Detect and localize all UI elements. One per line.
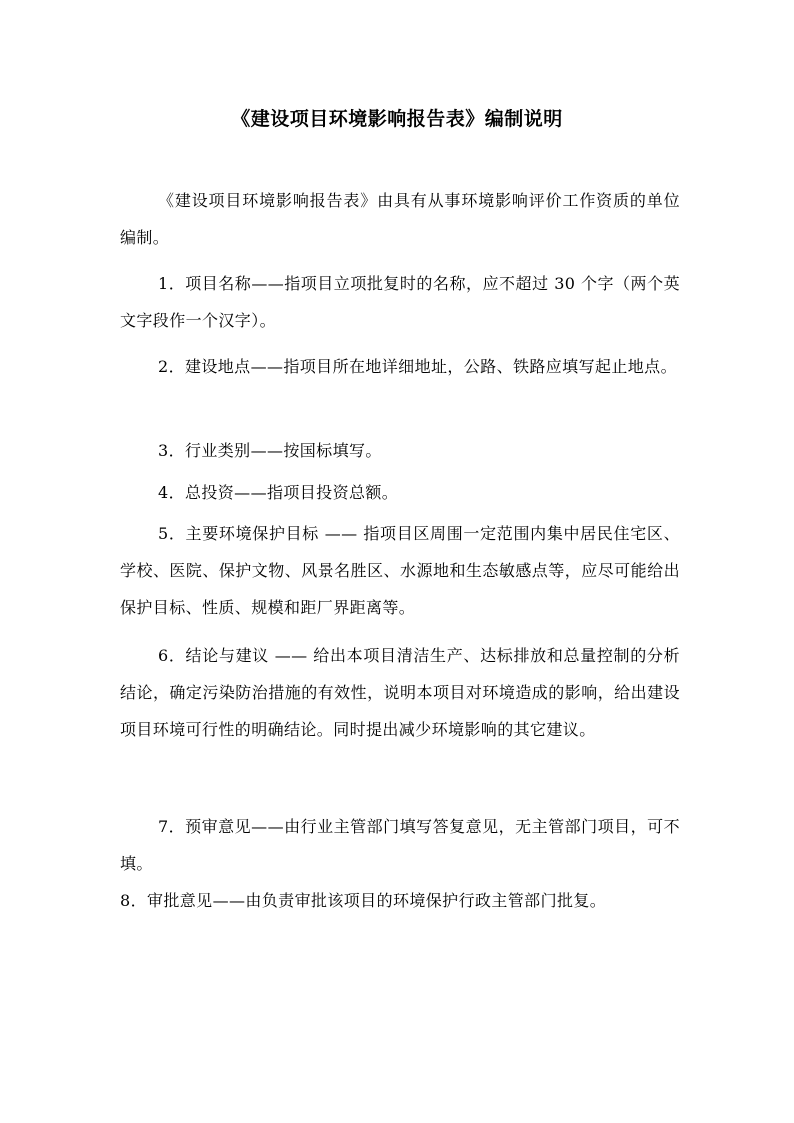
item-2-construction-site: 2．建设地点——指项目所在地详细地址，公路、铁路应填写起止地点。 — [158, 357, 677, 376]
item-5-protection-targets: 5．主要环境保护目标 —— 指项目区周围一定范围内集中居民住宅区、学校、医院、保护文物、风景名胜区、水源地和生态敏感点等，应尽可能给出保护目标、性质、规模和距厂界距离等。 — [120, 524, 680, 617]
page-title: 《建设项目环境影响报告表》编制说明 — [231, 108, 563, 130]
item-3-industry-category: 3．行业类别——按国标填写。 — [158, 441, 382, 460]
item-8-approval-opinion: 8．审批意见——由负责审批该项目的环境保护行政主管部门批复。 — [120, 891, 607, 910]
item-7-pre-review-opinion: 7．预审意见——由行业主管部门填写答复意见，无主管部门项目，可不填。 — [120, 817, 680, 873]
item-4-total-investment: 4．总投资——指项目投资总额。 — [158, 483, 399, 502]
intro-paragraph: 《建设项目环境影响报告表》由具有从事环境影响评价工作资质的单位编制。 — [120, 191, 680, 247]
item-1-project-name: 1．项目名称——指项目立项批复时的名称，应不超过 30 个字（两个英文字段作一个汉字）。 — [120, 274, 680, 330]
item-6-conclusions: 6．结论与建议 —— 给出本项目清洁生产、达标排放和总量控制的分析结论，确定污染防治措施的有效性，说明本项目对环境造成的影响，给出建设项目环境可行性的明确结论。同时提出减少环境影响的其它建议。 — [120, 646, 680, 739]
